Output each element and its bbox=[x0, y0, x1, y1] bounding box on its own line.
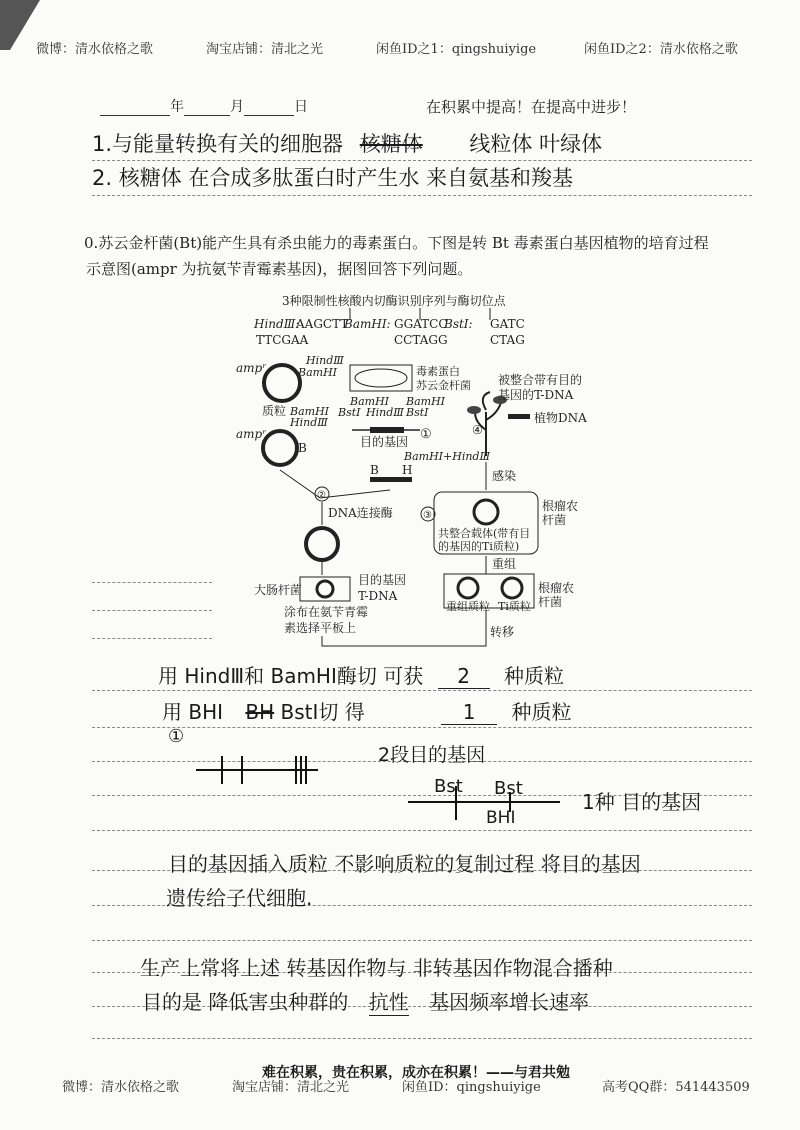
svg-text:涂布在氨苄青霉: 涂布在氨苄青霉 bbox=[284, 605, 369, 619]
hind-label: HindⅢ: bbox=[254, 317, 300, 331]
svg-text:根瘤农: 根瘤农 bbox=[538, 581, 575, 595]
svg-text:T-DNA: T-DNA bbox=[358, 589, 398, 603]
svg-text:H: H bbox=[402, 463, 413, 477]
svg-text:苏云金杆菌: 苏云金杆菌 bbox=[416, 379, 471, 392]
bam-label: BamHⅠ: bbox=[344, 317, 391, 331]
svg-text:HindⅢ: HindⅢ bbox=[290, 416, 328, 429]
header-weibo: 微博：清水依格之歌 bbox=[36, 42, 154, 57]
svg-text:目的基因: 目的基因 bbox=[360, 435, 409, 449]
svg-text:杆菌: 杆菌 bbox=[542, 513, 567, 527]
svg-text:转移: 转移 bbox=[490, 625, 515, 639]
svg-text:DNA连接酶: DNA连接酶 bbox=[328, 506, 393, 520]
answer-line-6: 遗传给子代细胞. bbox=[166, 886, 313, 910]
svg-text:②: ② bbox=[317, 490, 326, 501]
svg-text:被整合带有目的: 被整合带有目的 bbox=[498, 373, 583, 387]
svg-text:大肠杆菌: 大肠杆菌 bbox=[254, 583, 303, 597]
answer-line-4: 1种 目的基因 bbox=[582, 790, 702, 814]
answer-line-2: 用 BHⅠ BH BstⅠ切 得 1 种质粒 bbox=[162, 700, 572, 724]
svg-text:共整合载体(带有目: 共整合载体(带有目 bbox=[438, 527, 531, 540]
svg-text:BamHⅠ: BamHⅠ bbox=[298, 366, 338, 379]
answer-line-1: 用 HindⅢ和 BamHⅠ酶切 可获 2 种质粒 bbox=[158, 664, 564, 688]
svg-text:杆菌: 杆菌 bbox=[538, 595, 563, 609]
answer-circle-1: ① bbox=[168, 726, 185, 747]
answer-bst-1: Bst bbox=[434, 776, 463, 797]
header-xianyu2: 闲鱼ID之2：清水依格之歌 bbox=[584, 42, 738, 57]
diagram-title: 3种限制性核酸内切酶识别序列与酶切位点 bbox=[282, 294, 506, 308]
header-taobao: 淘宝店铺：清北之光 bbox=[206, 42, 324, 57]
svg-text:重组: 重组 bbox=[492, 557, 517, 571]
svg-text:目的基因: 目的基因 bbox=[358, 573, 407, 587]
svg-text:③: ③ bbox=[423, 510, 432, 521]
motto: 在积累中提高！在提高中进步！ bbox=[426, 98, 637, 116]
svg-text:TTCGAA: TTCGAA bbox=[256, 333, 309, 347]
svg-text:重组质粒: 重组质粒 bbox=[446, 600, 490, 613]
svg-text:CTAG: CTAG bbox=[490, 333, 525, 347]
svg-text:BstⅠ: BstⅠ bbox=[338, 406, 361, 419]
svg-text:Ti质粒: Ti质粒 bbox=[498, 600, 531, 613]
answer-line-7: 生产上常将上述 转基因作物与 非转基因作物混合播种 bbox=[140, 956, 613, 980]
svg-text:①: ① bbox=[420, 427, 432, 442]
question-text: 0.苏云金杆菌(Bt)能产生具有杀虫能力的毒素蛋白。下图是转 Bt 毒素蛋白基因植物的培育过程 示意图(ampr 为抗氨苄青霉素基因)，据图回答下列问题。 bbox=[84, 234, 709, 278]
svg-text:ampʳ: ampʳ bbox=[236, 361, 267, 375]
answer-line-3: 2段目的基因 bbox=[378, 744, 486, 766]
svg-text:BamHⅠ: BamHⅠ bbox=[350, 395, 390, 408]
svg-text:感染: 感染 bbox=[492, 469, 517, 483]
svg-text:BamHⅠ+HindⅢ: BamHⅠ+HindⅢ bbox=[404, 450, 491, 463]
svg-text:的基因的Ti质粒): 的基因的Ti质粒) bbox=[438, 540, 520, 553]
svg-text:质粒: 质粒 bbox=[262, 404, 287, 418]
svg-text:素选择平板上: 素选择平板上 bbox=[284, 621, 357, 635]
svg-text:BstⅠ: BstⅠ bbox=[406, 406, 429, 419]
svg-text:AAGCTT: AAGCTT bbox=[296, 317, 349, 331]
svg-text:HindⅢ: HindⅢ bbox=[306, 354, 344, 367]
answer-bh: BHⅠ bbox=[486, 808, 516, 828]
footer-motto: 难在积累，贵在积累，成亦在积累！——与君共勉 bbox=[262, 1065, 570, 1081]
answer-line-8: 目的是 降低害虫种群的 抗性 基因频率增长速率 bbox=[142, 986, 589, 1016]
svg-text:B: B bbox=[298, 441, 307, 455]
svg-text:毒素蛋白: 毒素蛋白 bbox=[416, 365, 460, 378]
svg-text:ampʳ: ampʳ bbox=[236, 427, 267, 441]
svg-text:植物DNA: 植物DNA bbox=[534, 411, 587, 425]
date-line: 年 月 日 bbox=[100, 96, 308, 116]
bst-label: BstⅠ: bbox=[444, 317, 473, 331]
svg-text:CCTAGG: CCTAGG bbox=[394, 333, 448, 347]
svg-text:基因的T-DNA: 基因的T-DNA bbox=[498, 388, 574, 402]
header-xianyu1: 闲鱼ID之1：qingshuiyige bbox=[376, 42, 537, 57]
svg-text:BamHⅠ: BamHⅠ bbox=[406, 395, 446, 408]
answer-bst-2: Bst bbox=[494, 778, 523, 799]
svg-text:B: B bbox=[370, 463, 379, 477]
svg-text:GATC: GATC bbox=[490, 317, 525, 331]
svg-text:BamHⅠ: BamHⅠ bbox=[290, 405, 330, 418]
answer-line-5: 目的基因插入质粒 不影响质粒的复制过程 将目的基因 bbox=[168, 852, 641, 876]
svg-text:GGATCC: GGATCC bbox=[394, 317, 448, 331]
svg-text:根瘤农: 根瘤农 bbox=[542, 499, 579, 513]
svg-text:HindⅢ: HindⅢ bbox=[366, 406, 404, 419]
handwritten-line-2: 2. 核糖体 在合成多肽蛋白时产生水 来自氨基和羧基 bbox=[92, 166, 574, 190]
handwritten-line-1: 1.与能量转换有关的细胞器 核糖体 线粒体 叶绿体 bbox=[92, 132, 603, 156]
svg-text:④: ④ bbox=[472, 423, 483, 437]
